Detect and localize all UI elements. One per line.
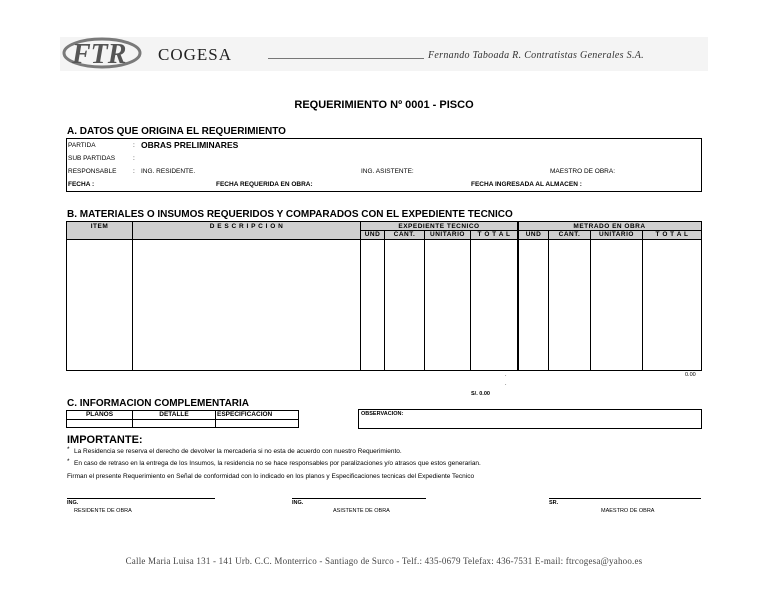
fecha-ingresada-label: FECHA INGRESADA AL ALMACEN :: [471, 181, 582, 188]
dot-mark: .: [505, 381, 507, 387]
sub-col-header: UNITARIO: [430, 231, 465, 238]
col-divider: [470, 230, 471, 370]
detalle-header: DETALLE: [132, 410, 216, 420]
ing-asistente-label: ING. ASISTENTE:: [361, 168, 414, 175]
fecha-label: FECHA :: [68, 181, 95, 188]
document-title: REQUERIMIENTO Nº 0001 - PISCO: [294, 99, 474, 111]
partida-colon: :: [133, 142, 135, 149]
col-item-header: ITEM: [90, 223, 109, 230]
footer-address: Calle Maria Luisa 131 - 141 Urb. C.C. Monterrico - Santiago de Surco - Telf.: 435-0679 Telefax: 436-7531 E-mail: ftrcogesa@yahoo.es: [125, 556, 643, 566]
importante-line-2: En caso de retraso en la entrega de los Insumos, la residencia no se hace responsables por paralizaciones y/o atrasos que estos generarian.: [74, 460, 481, 467]
responsable-label: RESPONSABLE: [68, 168, 117, 175]
col-divider: [360, 222, 361, 370]
bullet: *: [67, 458, 70, 465]
responsable-colon: :: [133, 168, 135, 175]
especificacion-cell: [215, 419, 299, 428]
detalle-cell: [132, 419, 216, 428]
sub-col-header: UNITARIO: [599, 231, 634, 238]
logo-cogesa-text: COGESA: [158, 45, 233, 64]
col-divider: [642, 230, 643, 370]
sub-col-header: CANT.: [558, 231, 581, 238]
ftr-logo: [62, 36, 158, 70]
observacion-label: OBSERVACION:: [361, 411, 404, 417]
importante-line-3: Firman el presente Requerimiento en Señal de conformidad con lo indicado en los planos y Especificaciones tecnicas del Expediente Tecnico: [67, 473, 475, 480]
section-a-title: A. DATOS QUE ORIGINA EL REQUERIMIENTO: [67, 126, 286, 137]
sub-col-header: T O T A L: [477, 231, 511, 238]
observacion-box: [358, 409, 702, 429]
bullet: *: [67, 446, 70, 453]
company-name: Fernando Taboada R. Contratistas Generales S.A.: [428, 50, 644, 61]
soles-total: S/. 0.00: [471, 391, 490, 397]
importante-line-1: La Residencia se reserva el derecho de devolver la mercaderia si no esta de acuerdo con nuestro Requerimiento.: [74, 448, 402, 455]
col-divider: [590, 230, 591, 370]
importante-title: IMPORTANTE:: [67, 434, 143, 446]
planos-cell: [66, 419, 133, 428]
sub-col-header: UND: [525, 231, 542, 238]
metrado-obra-header: METRADO EN OBRA: [573, 223, 646, 230]
signature-line: [292, 498, 426, 499]
signature-line: [549, 498, 701, 499]
section-c-title: C. INFORMACION COMPLEMENTARIA: [67, 398, 250, 409]
header-divider: [268, 58, 424, 59]
especificacion-header: ESPECIFICACION: [215, 410, 299, 420]
sub-col-header: UND: [364, 231, 381, 238]
table-total-value: 0.00: [685, 372, 696, 378]
sub-col-header: CANT.: [393, 231, 416, 238]
signature-prefix: ING.: [292, 500, 304, 506]
signature-role: RESIDENTE DE OBRA: [74, 508, 132, 514]
col-divider: [548, 230, 549, 370]
section-b-title: B. MATERIALES O INSUMOS REQUERIDOS Y COMPARADOS CON EL EXPEDIENTE TECNICO: [67, 209, 513, 220]
dot-mark: .: [505, 372, 507, 378]
signature-role: ASISTENTE DE OBRA: [333, 508, 390, 514]
logo-ftr-text: FTR: [72, 39, 127, 70]
signature-prefix: SR.: [549, 500, 559, 506]
sub-col-header: T O T A L: [655, 231, 689, 238]
sub-partidas-colon: :: [133, 155, 135, 162]
signature-role: MAESTRO DE OBRA: [601, 508, 655, 514]
fecha-requerida-label: FECHA REQUERIDA EN OBRA:: [216, 181, 313, 188]
responsable-value: ING. RESIDENTE.: [141, 168, 196, 175]
expediente-tecnico-header: EXPEDIENTE TECNICO: [398, 223, 480, 230]
col-divider: [384, 230, 385, 370]
col-divider: [424, 230, 425, 370]
signature-line: [67, 498, 215, 499]
col-descripcion-header: D E S C R I P C I O N: [209, 223, 284, 230]
col-divider: [132, 222, 133, 370]
partida-label: PARTIDA: [68, 142, 96, 149]
sub-partidas-label: SUB PARTIDAS: [68, 155, 116, 162]
partida-value: OBRAS PRELIMINARES: [141, 140, 239, 150]
col-divider: [517, 222, 519, 370]
signature-prefix: ING.: [67, 500, 79, 506]
maestro-obra-label: MAESTRO DE OBRA:: [550, 168, 616, 175]
planos-header: PLANOS: [66, 410, 133, 420]
